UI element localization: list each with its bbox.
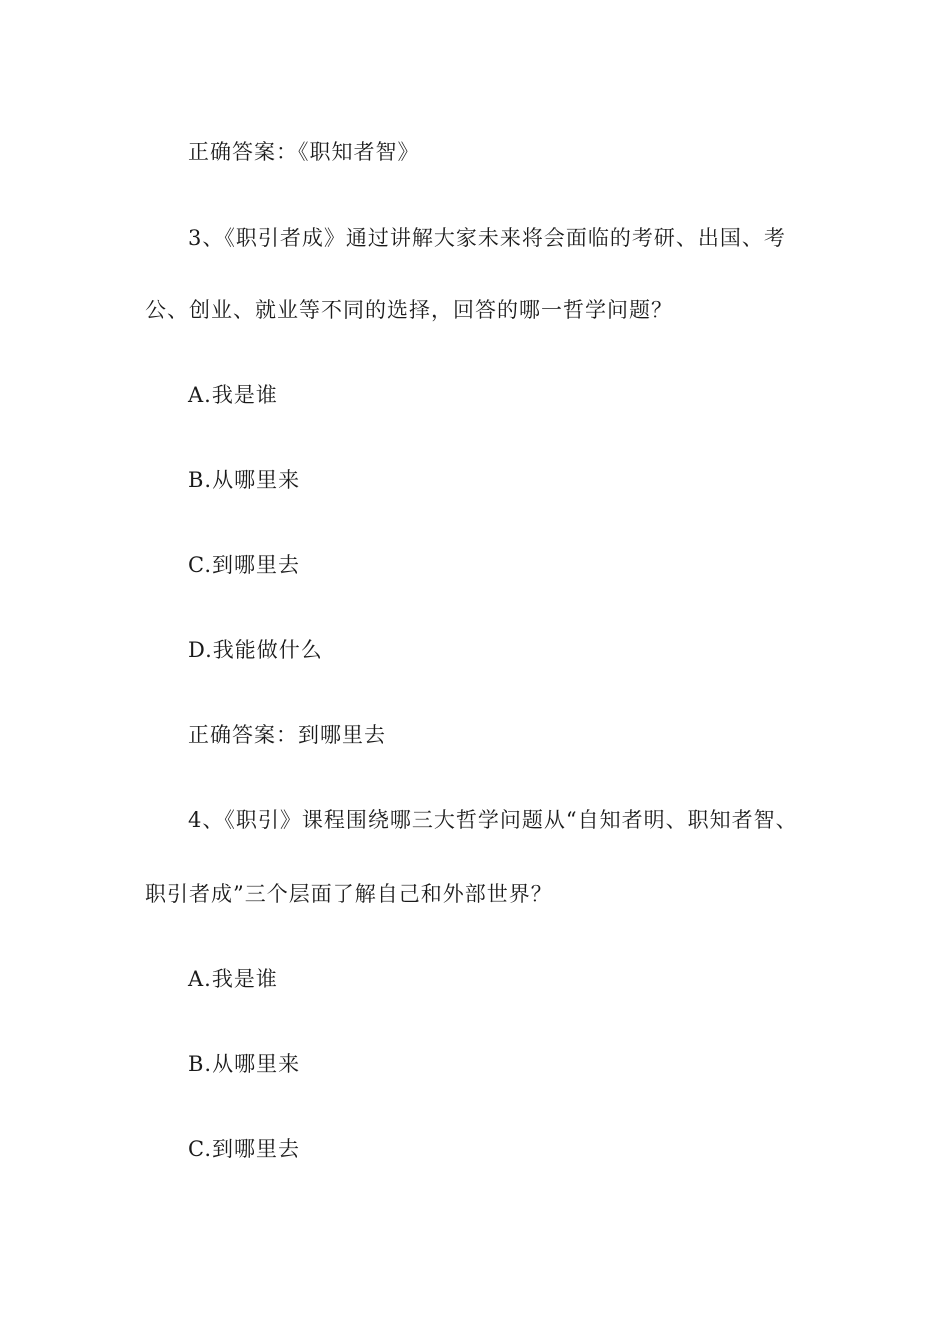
answer-q3: 正确答案：到哪里去: [188, 723, 386, 747]
q3-option-c: C.到哪里去: [188, 553, 300, 577]
q4-option-a: A.我是谁: [188, 967, 278, 991]
q4-option-b: B.从哪里来: [188, 1052, 301, 1076]
q3-option-d: D.我能做什么: [188, 638, 323, 662]
question-3-line-2: 公、创业、就业等不同的选择，回答的哪一哲学问题？: [145, 298, 673, 322]
question-3-line-1: 3、《职引者成》通过讲解大家未来将会面临的考研、出国、考: [188, 226, 786, 250]
question-4-line-1: 4、《职引》课程围绕哪三大哲学问题从“自知者明、职知者智、: [188, 808, 798, 832]
q4-option-c: C.到哪里去: [188, 1137, 300, 1161]
q3-option-a: A.我是谁: [188, 383, 278, 407]
answer-q2: 正确答案：《职知者智》: [188, 140, 420, 164]
question-4-line-2: 职引者成”三个层面了解自己和外部世界？: [145, 882, 553, 906]
q3-option-b: B.从哪里来: [188, 468, 301, 492]
